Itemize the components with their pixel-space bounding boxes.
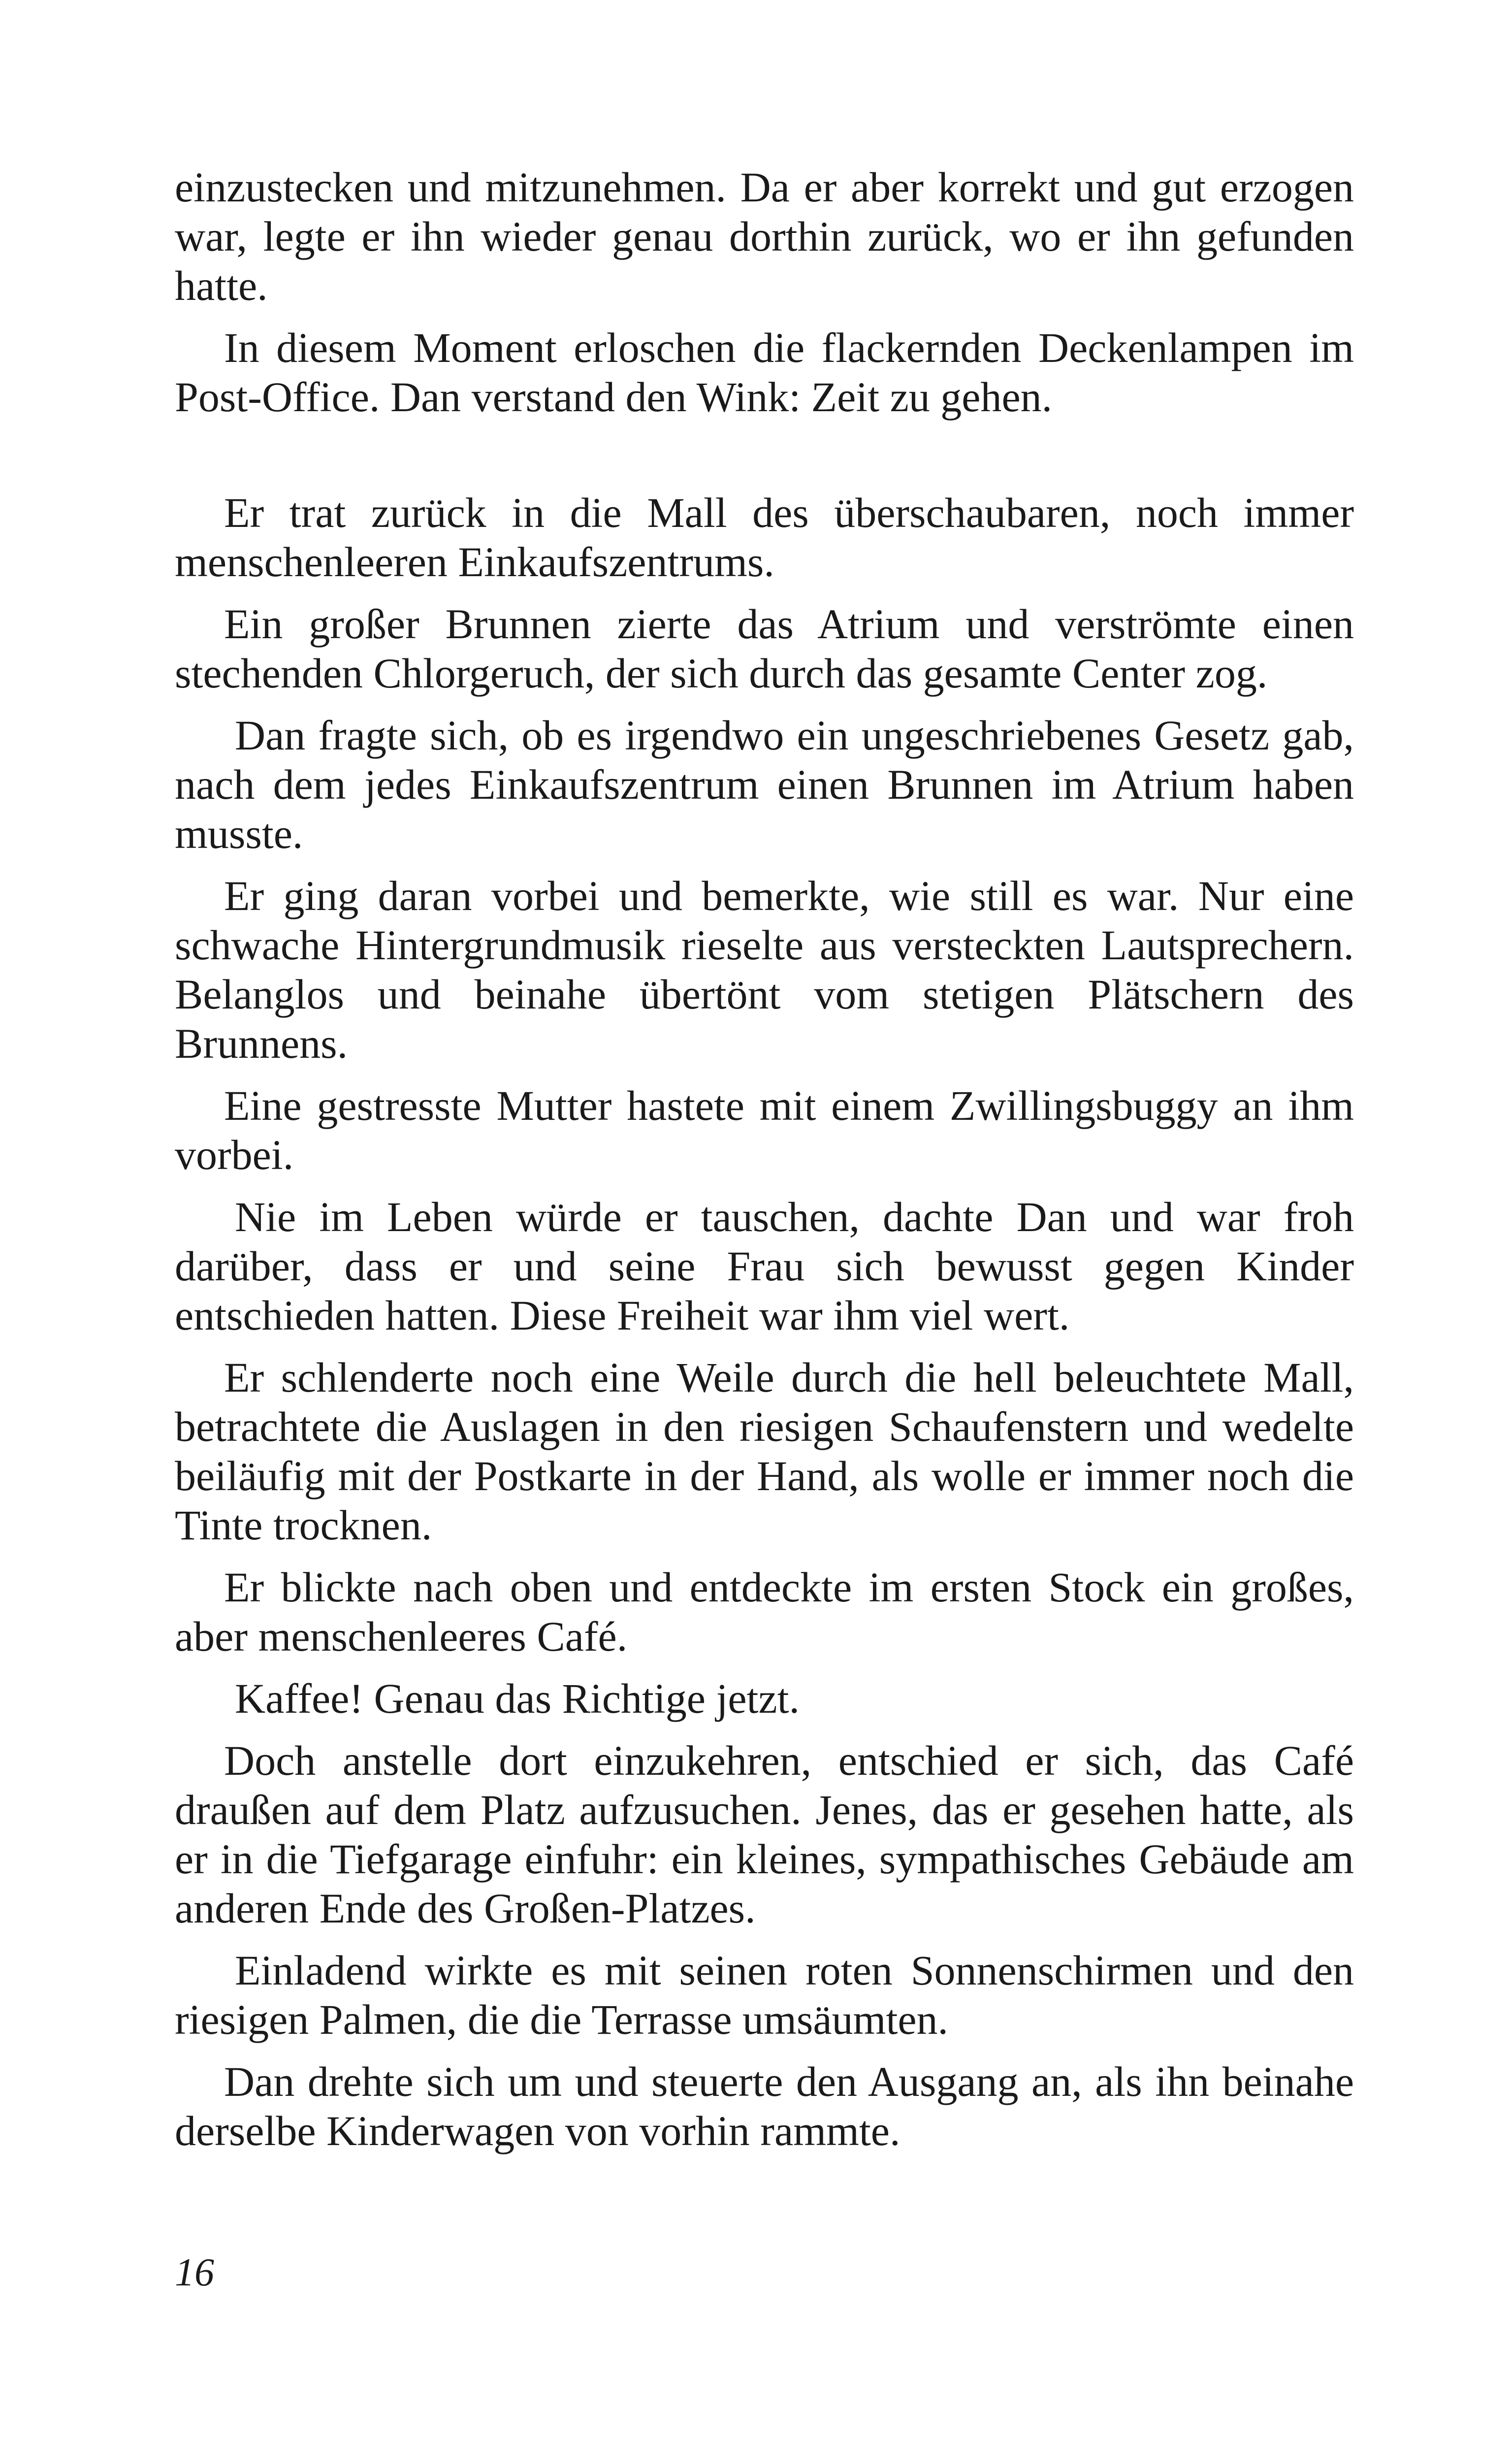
paragraph: einzustecken und mitzunehmen. Da er aber korrekt und gut erzogen war, legte er ihn wieder genau dorthin zurück, wo er ihn gefunden hatte. [175, 163, 1354, 309]
paragraph: In diesem Moment erloschen die flackernden Deckenlampen im Post-Office. Dan verstand den Wink: Zeit zu gehen. [175, 324, 1354, 421]
paragraph: Er trat zurück in die Mall des überschaubaren, noch immer menschenleeren Einkaufszentrums. [175, 489, 1354, 586]
paragraph: Er blickte nach oben und entdeckte im ersten Stock ein großes, aber menschenleeres Café. [175, 1564, 1354, 1660]
paragraph: Er schlenderte noch eine Weile durch die hell beleuchtete Mall, betrachtete die Auslagen in den riesigen Schaufenstern und wedelte beiläufig mit der Postkarte in der Hand, als wolle er immer noch die Tinte trocknen. [175, 1354, 1354, 1549]
page-body [175, 163, 1354, 2155]
paragraph: Einladend wirkte es mit seinen roten Sonnenschirmen und den riesigen Palmen, die die Terrasse umsäumten. [175, 1947, 1354, 2043]
paragraph: Er ging daran vorbei und bemerkte, wie still es war. Nur eine schwache Hintergrundmusik rieselte aus versteckten Lautsprechern. Belanglos und beinahe übertönt vom stetigen Plätschern des Brunnens. [175, 872, 1354, 1067]
paragraph: Ein großer Brunnen zierte das Atrium und verströmte einen stechenden Chlorgeruch, der sich durch das gesamte Center zog. [175, 600, 1354, 697]
paragraph: Nie im Leben würde er tauschen, dachte Dan und war froh darüber, dass er und seine Frau sich bewusst gegen Kinder entschieden hatten. Diese Freiheit war ihm viel wert. [175, 1193, 1354, 1339]
paragraph: Eine gestresste Mutter hastete mit einem Zwillingsbuggy an ihm vorbei. [175, 1082, 1354, 1178]
paragraph: Doch anstelle dort einzukehren, entschied er sich, das Café draußen auf dem Platz aufzusuchen. Jenes, das er gesehen hatte, als er in die Tiefgarage einfuhr: ein kleines, sympathisches Gebäude am anderen Ende des Großen-Platzes. [175, 1737, 1354, 1932]
page-number: 16 [175, 2251, 214, 2294]
paragraph: Kaffee! Genau das Richtige jetzt. [235, 1675, 800, 1722]
paragraph: Dan fragte sich, ob es irgendwo ein ungeschriebenes Gesetz gab, nach dem jedes Einkaufszentrum einen Brunnen im Atrium haben musste. [175, 712, 1354, 857]
paragraph: Dan drehte sich um und steuerte den Ausgang an, als ihn beinahe derselbe Kinderwagen von vorhin rammte. [175, 2058, 1354, 2154]
